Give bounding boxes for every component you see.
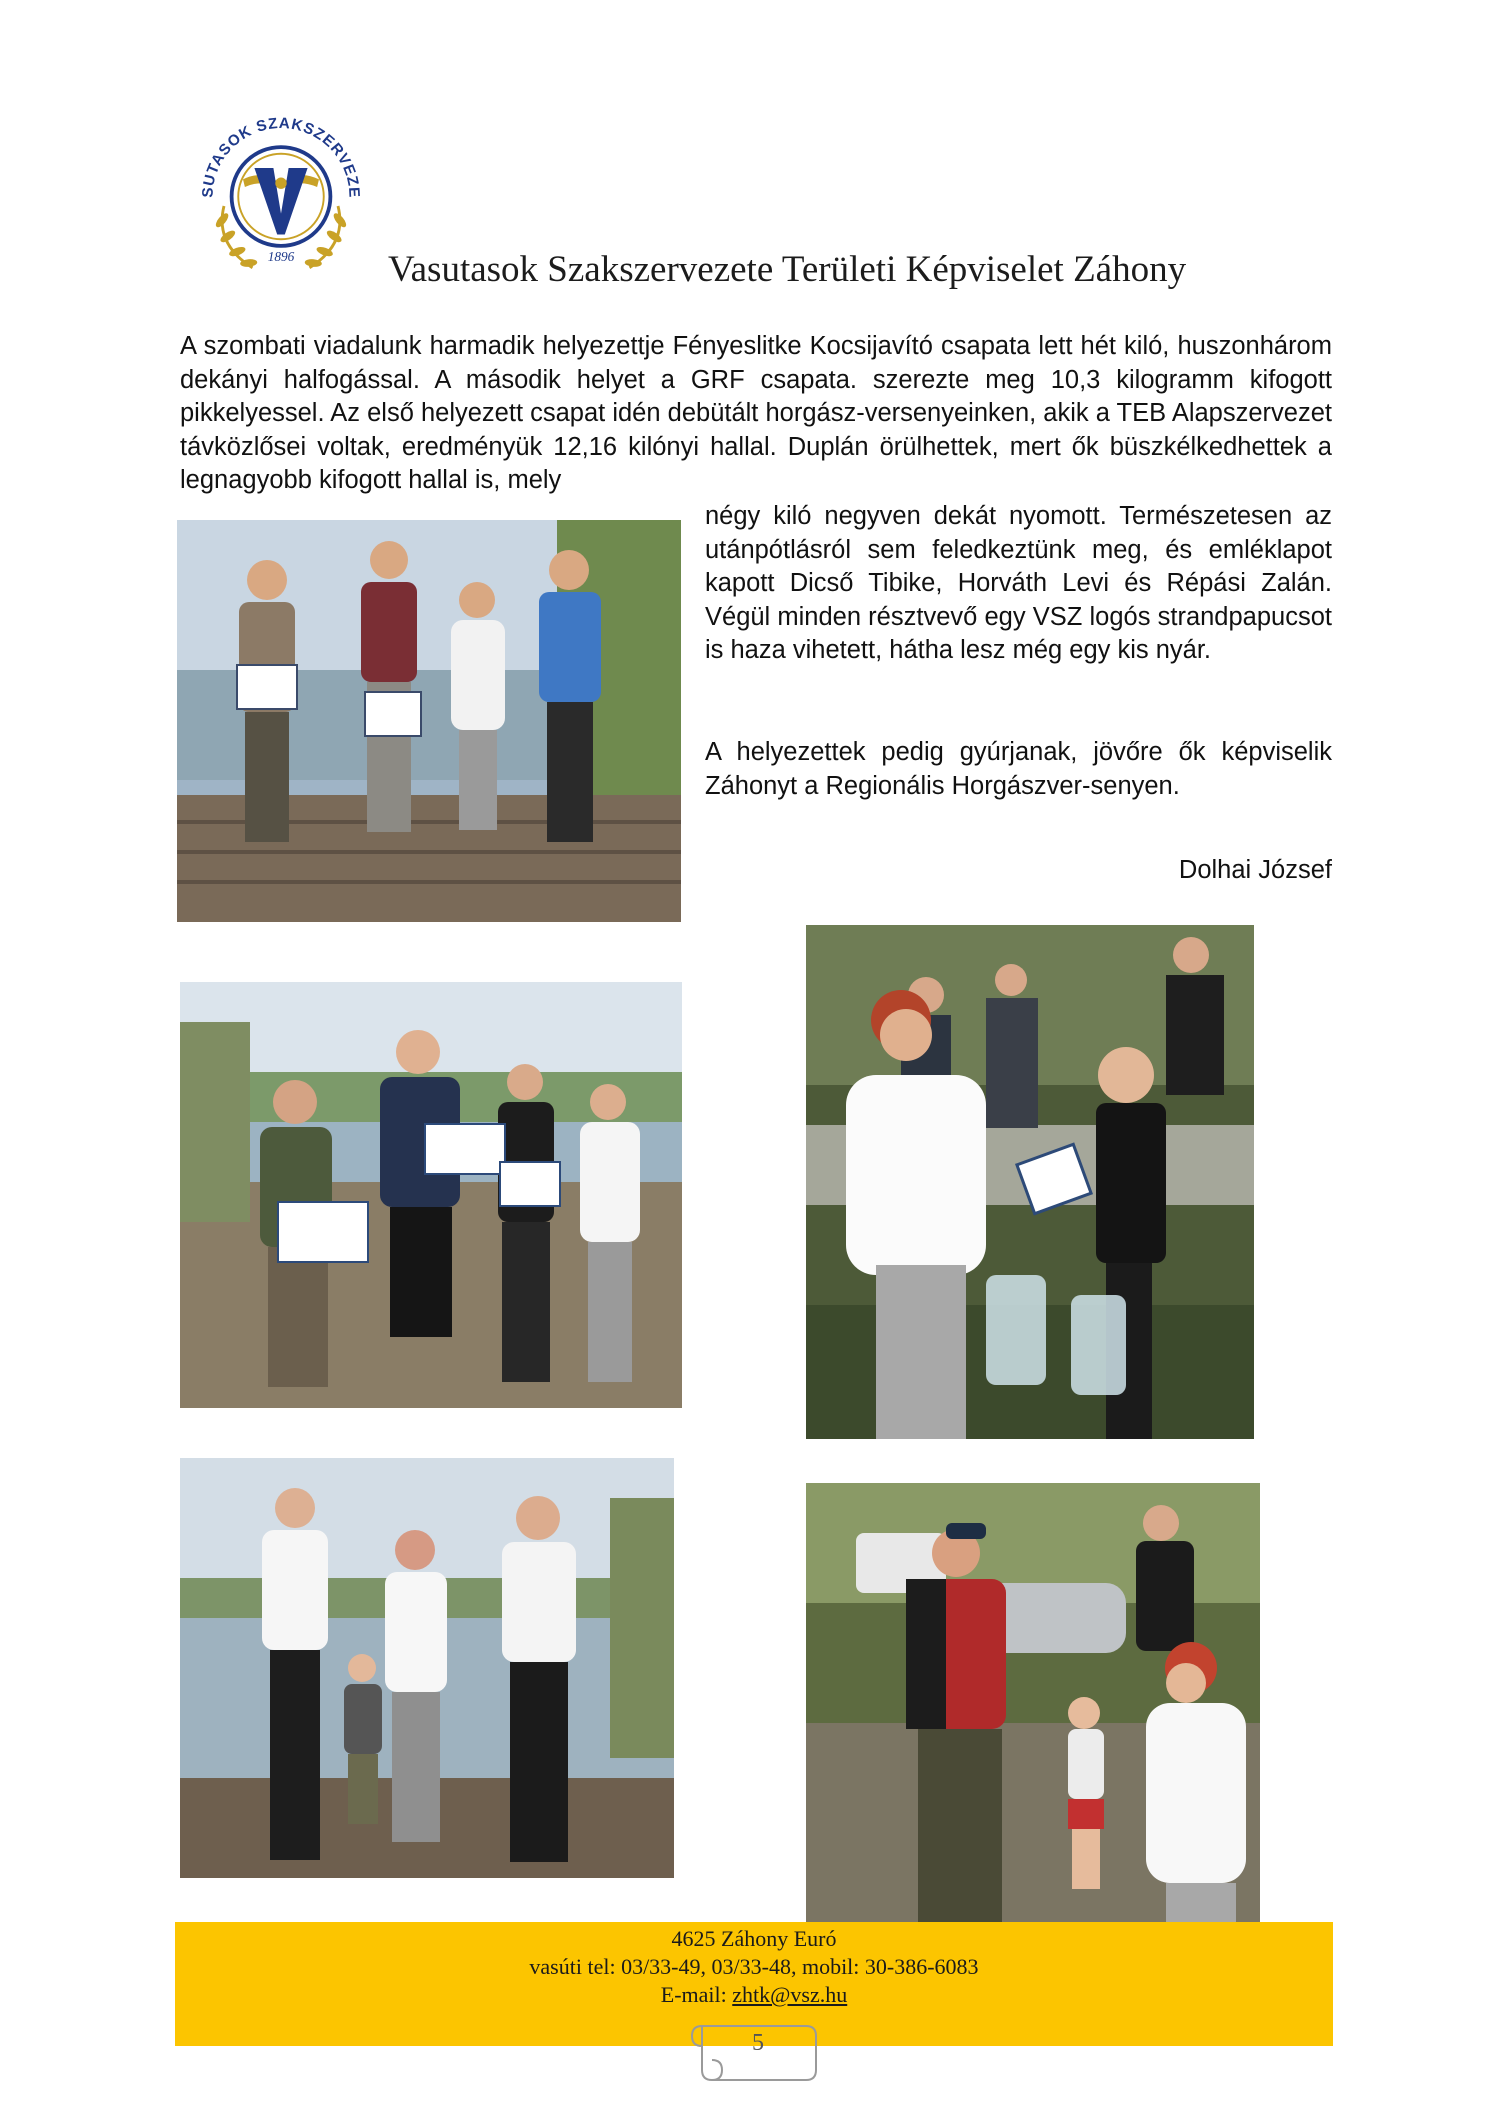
photo-winners-pier — [177, 520, 681, 922]
article-author: Dolhai József — [1178, 856, 1332, 884]
page-title: Vasutasok Szakszervezete Területi Képviselet Záhony — [388, 249, 1187, 290]
svg-text:VASUTASOK SZAKSZERVEZETE: SUTASOK SZAKSZERVEZE — [199, 114, 363, 199]
svg-text:1896: 1896 — [267, 249, 295, 265]
footer-email-line — [175, 1982, 1333, 2008]
footer-address: 4625 Záhony Euró — [671, 1926, 837, 1951]
footer-phones: vasúti tel: 03/33-49, 03/33-48, mobil: 30-386-6083 — [529, 1954, 979, 1979]
photo-winners-certificates — [180, 982, 682, 1408]
footer-email-label: E-mail: — [660, 1982, 733, 2007]
photo-child-award-woman — [806, 1483, 1260, 1953]
union-emblem-icon — [186, 92, 376, 282]
page-number: 5 — [752, 2030, 764, 2056]
article-paragraph-closing: A helyezettek pedig gyúrjanak, jövőre ők képviselik Záhonyt a Regionális Horgászver-senyen. — [705, 738, 1332, 800]
photo-winners-with-child — [180, 1458, 674, 1878]
article-paragraph-right: négy kiló negyven dekát nyomott. Természetesen az utánpótlásról sem feledkeztünk meg, és emléklapot kapott Dicső Tibike, Horváth Levi és Répási Zalán. Végül minden résztvevő egy VSZ logós strandpapucsot is haza vihetett, hátha lesz még egy kis nyár. — [705, 502, 1332, 664]
footer-email-link[interactable]: zhtk@vsz.hu — [732, 1982, 848, 2007]
photo-award-handover-boy — [806, 925, 1254, 1439]
article-paragraph-top: A szombati viadalunk harmadik helyezettje Fényeslitke Kocsijavító csapata lett hét kiló, huszonhárom dekányi halfogással. A második helyet a GRF csapata. szerezte meg 10,3 kilogramm kifogott pikkelyessel. Az első helyezett csapat idén debütált horgász-versenyeinken, akik a TEB Alapszervezet távközlősei voltak, eredményük 12,16 kilónyi hallal. Duplán örülhettek, mert ők büszkélkedhettek a legnagyobb kifogott hallal is, mely — [180, 332, 1332, 494]
union-logo — [186, 92, 376, 282]
